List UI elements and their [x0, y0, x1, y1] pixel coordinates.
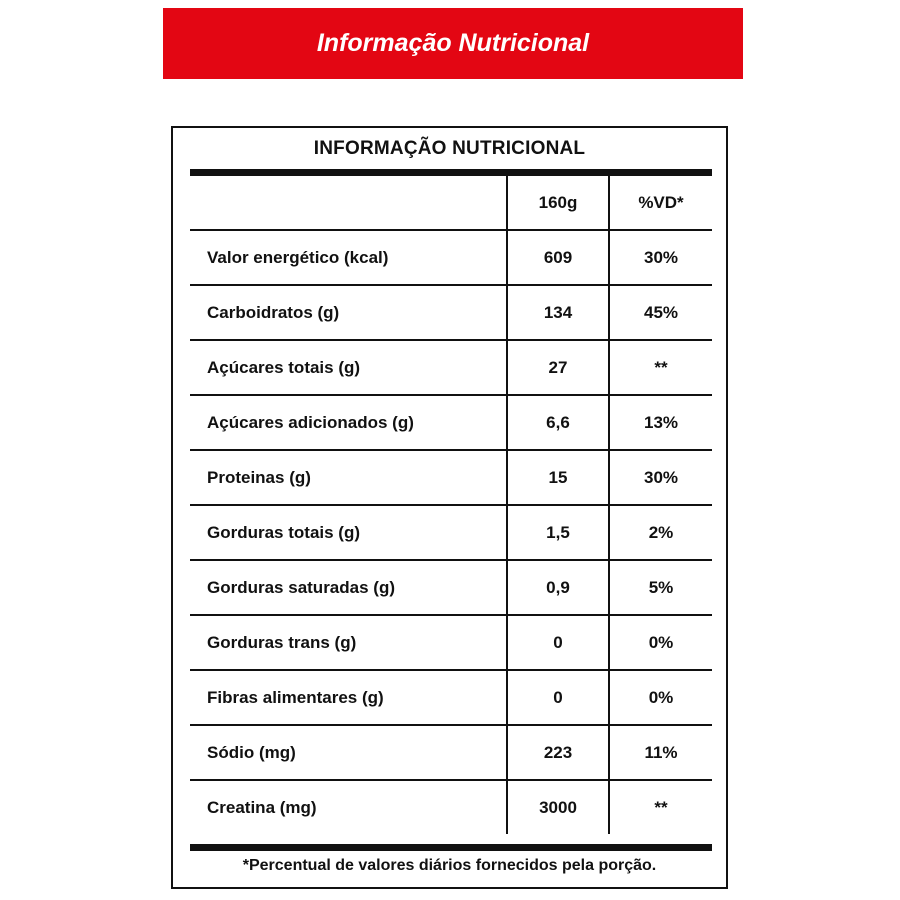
table-row [190, 506, 712, 561]
nutrient-name: Gorduras totais (g) [190, 506, 508, 559]
table-header-row [190, 176, 712, 231]
nutrient-name: Fibras alimentares (g) [190, 671, 508, 724]
column-header-portion: 160g [508, 176, 610, 229]
column-header-nutrient [190, 176, 508, 229]
header-banner [163, 8, 743, 79]
nutrient-daily-value: 30% [643, 467, 679, 487]
nutrient-name: Sódio (mg) [190, 726, 508, 779]
top-thick-rule [190, 169, 712, 176]
table-row [190, 231, 712, 286]
footnote: *Percentual de valores diários fornecidos pela porção. [242, 857, 657, 874]
nutrient-daily-value: ** [654, 357, 668, 377]
nutrient-quantity: 0 [508, 671, 610, 724]
nutrient-daily-value: ** [654, 797, 668, 817]
panel-heading: INFORMAÇÃO NUTRICIONAL [313, 138, 586, 159]
nutrient-name: Creatina (mg) [190, 781, 508, 834]
nutrition-facts-panel [171, 126, 728, 889]
nutrient-quantity: 134 [508, 286, 610, 339]
nutrition-table [190, 176, 712, 834]
banner-title: Informação Nutricional [316, 29, 590, 57]
table-row [190, 726, 712, 781]
nutrient-name: Gorduras trans (g) [190, 616, 508, 669]
nutrient-name: Proteinas (g) [190, 451, 508, 504]
table-row [190, 451, 712, 506]
nutrient-name: Gorduras saturadas (g) [190, 561, 508, 614]
table-row [190, 671, 712, 726]
nutrient-name: Açúcares totais (g) [190, 341, 508, 394]
nutrient-name: Açúcares adicionados (g) [190, 396, 508, 449]
bottom-thick-rule [190, 844, 712, 851]
table-row [190, 341, 712, 396]
nutrient-quantity: 1,5 [508, 506, 610, 559]
nutrient-daily-value: 11% [644, 742, 678, 762]
nutrient-daily-value: 45% [643, 302, 679, 322]
table-row [190, 561, 712, 616]
nutrient-daily-value: 5% [648, 577, 674, 597]
table-row [190, 781, 712, 834]
column-header-daily-value: %VD* [638, 192, 684, 212]
nutrient-daily-value: 0% [648, 687, 674, 707]
nutrient-daily-value: 13% [643, 412, 679, 432]
nutrient-name: Valor energético (kcal) [190, 231, 508, 284]
nutrient-quantity: 223 [508, 726, 610, 779]
table-row [190, 396, 712, 451]
nutrient-name: Carboidratos (g) [190, 286, 508, 339]
nutrient-quantity: 15 [508, 451, 610, 504]
nutrient-quantity: 609 [508, 231, 610, 284]
nutrient-quantity: 3000 [508, 781, 610, 834]
nutrient-daily-value: 0% [648, 632, 674, 652]
table-row [190, 286, 712, 341]
nutrient-daily-value: 30% [643, 247, 679, 267]
nutrient-quantity: 6,6 [508, 396, 610, 449]
table-row [190, 616, 712, 671]
nutrient-quantity: 27 [508, 341, 610, 394]
nutrient-quantity: 0,9 [508, 561, 610, 614]
nutrient-quantity: 0 [508, 616, 610, 669]
nutrient-daily-value: 2% [648, 522, 674, 542]
